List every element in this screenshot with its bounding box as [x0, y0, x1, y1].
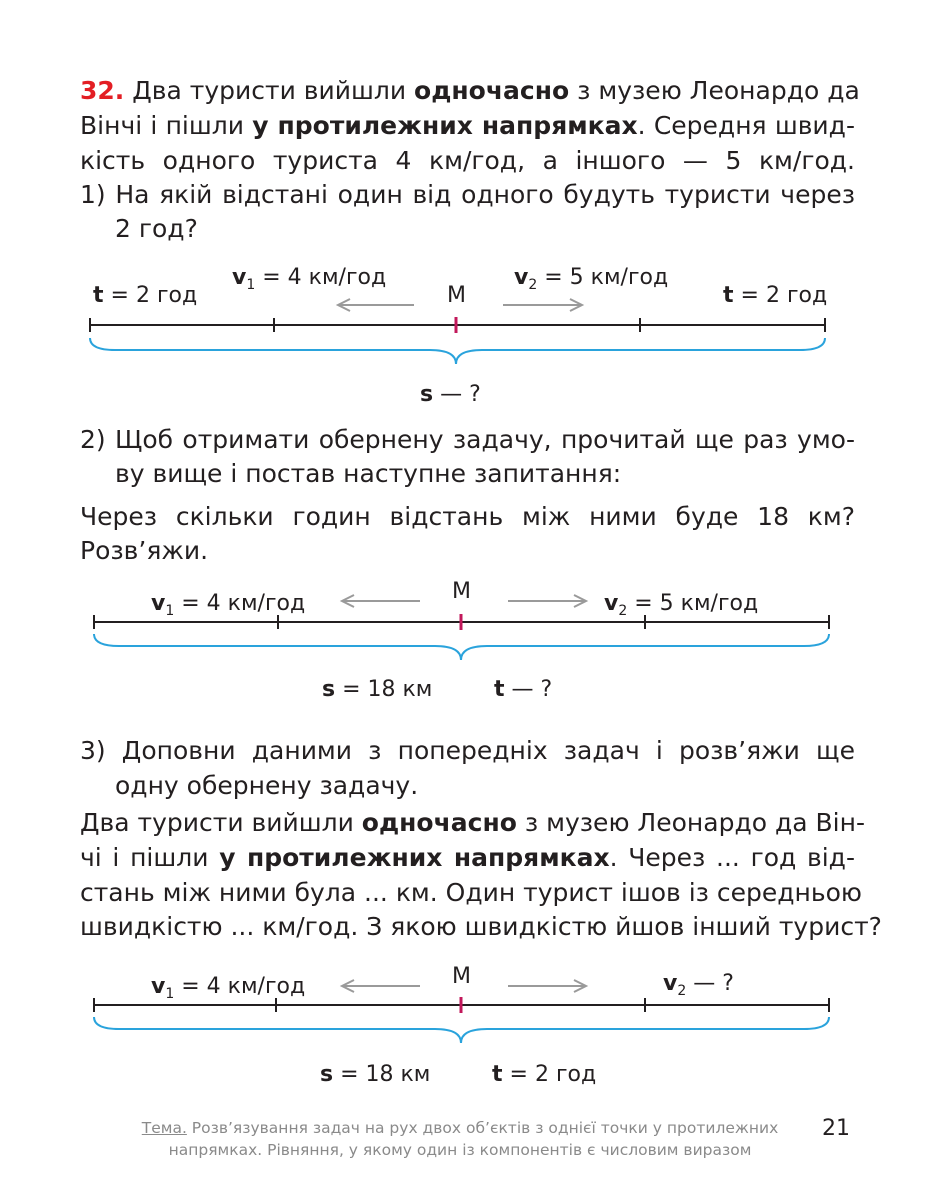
t-right-label: t = 2 год	[723, 283, 828, 308]
distance-label: s = 18 км	[322, 677, 433, 702]
arrow-right-icon	[508, 595, 586, 607]
part3-line-5: стань між ними була ... км. Один турист ішов із середньою	[80, 878, 862, 907]
midpoint-label: М	[452, 964, 471, 989]
diagram-2	[0, 572, 935, 707]
v2-label: $v_2 = 5$ км/год	[514, 265, 669, 293]
distance-label: s = 18 км	[320, 1062, 431, 1087]
problem-number: 32.	[80, 76, 125, 105]
midpoint-label: М	[452, 579, 471, 604]
inverse-question: Через скільки годин відстань між ними буде 18 км?	[80, 502, 855, 531]
question-3: 3) Доповни даними з попередніх задач і розв’яжи ще	[80, 736, 855, 765]
distance-brace	[90, 338, 825, 364]
arrow-left-icon	[338, 299, 414, 311]
v2-label: $v_2$ — ?	[663, 971, 734, 999]
arrow-right-icon	[508, 980, 586, 992]
part3-line-3: Два туристи вийшли одночасно з музею Леонардо да Він-	[80, 808, 865, 837]
v2-label: $v_2 = 5$ км/год	[604, 591, 759, 619]
problem-line-3: кість одного туриста 4 км/год, а іншого — 5 км/год.	[80, 146, 855, 175]
question-2-cont: ву вище і постав наступне запитання:	[115, 459, 622, 488]
arrow-left-icon	[342, 980, 420, 992]
distance-segment	[94, 614, 829, 630]
part3-line-4: чі і пішли у протилежних напрямках. Через ... год від-	[80, 843, 855, 872]
question-1: 1) На якій відстані один від одного будуть туристи через	[80, 180, 855, 209]
arrow-left-icon	[342, 595, 420, 607]
question-2: 2) Щоб отримати обернену задачу, прочитай ще раз умо-	[80, 425, 855, 454]
diagram-1	[0, 250, 935, 410]
v1-label: $v_1 = 4$ км/год	[151, 591, 306, 619]
distance-segment	[94, 997, 829, 1013]
time-label: t — ?	[494, 677, 553, 702]
distance-label: s — ?	[420, 382, 481, 407]
time-label: t = 2 год	[492, 1062, 597, 1087]
page-number: 21	[822, 1116, 850, 1141]
question-3-cont: одну обернену задачу.	[115, 771, 419, 800]
arrow-right-icon	[503, 299, 582, 311]
problem-line-1: 32. Два туристи вийшли одночасно з музею Леонардо да	[80, 76, 860, 105]
diagram-3	[0, 955, 935, 1090]
distance-brace	[94, 1017, 829, 1043]
part3-line-6: швидкістю ... км/год. З якою швидкістю йшов інший турист?	[80, 912, 882, 941]
t-left-label: t = 2 год	[93, 283, 198, 308]
question-1-cont: 2 год?	[115, 214, 198, 243]
problem-line-2: Вінчі і пішли у протилежних напрямках. Середня швид-	[80, 111, 855, 140]
v1-label: $v_1 = 4$ км/год	[151, 974, 306, 1002]
topic-label: Тема.	[141, 1119, 187, 1137]
distance-segment	[90, 317, 825, 333]
midpoint-label: М	[447, 283, 466, 308]
v1-label: $v_1 = 4$ км/год	[232, 265, 387, 293]
topic-footer: Тема. Розв’язування задач на рух двох об’єктів з однієї точки у протилежних напрямках. Рівняння, у якому один із компонентів є числовим виразом	[141, 1119, 779, 1159]
solve-instruction: Розв’яжи.	[80, 536, 209, 565]
distance-brace	[94, 634, 829, 660]
